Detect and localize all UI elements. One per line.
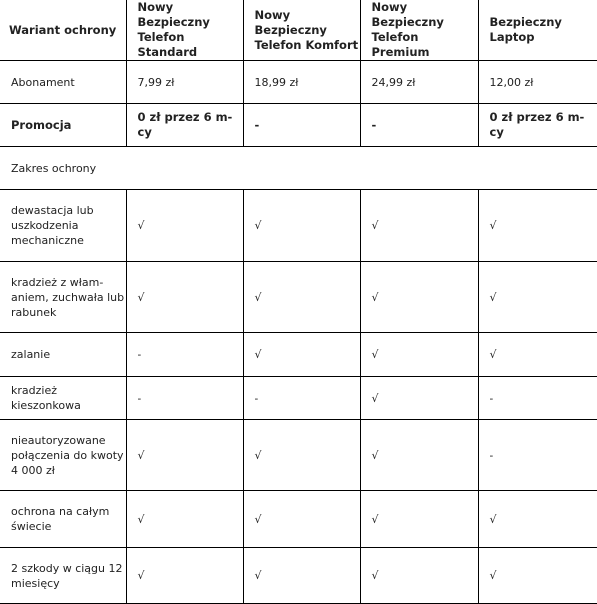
promocja-value-laptop: 0 zł przez 6 m-cy xyxy=(478,104,597,147)
coverage-mark-standard: √ xyxy=(126,190,243,262)
coverage-mark-komfort: √ xyxy=(243,491,360,548)
promocja-label: Promocja xyxy=(0,104,126,147)
coverage-mark-laptop: - xyxy=(478,420,597,491)
coverage-label: nieautoryzowane połączenia do kwoty 4 000 zł xyxy=(0,420,126,491)
coverage-row xyxy=(0,333,597,377)
coverage-mark-komfort: √ xyxy=(243,420,360,491)
coverage-label: dewastacja lub uszkodzenia mechaniczne xyxy=(0,190,126,262)
coverage-mark-standard: √ xyxy=(126,262,243,333)
plan-header-laptop: Bezpieczny Laptop xyxy=(478,0,597,61)
coverage-mark-komfort: √ xyxy=(243,333,360,377)
coverage-mark-laptop: √ xyxy=(478,333,597,377)
coverage-mark-laptop: √ xyxy=(478,491,597,548)
variant-header: Wariant ochrony xyxy=(0,0,126,61)
coverage-mark-komfort: √ xyxy=(243,190,360,262)
coverage-mark-komfort: √ xyxy=(243,548,360,604)
coverage-mark-standard: √ xyxy=(126,548,243,604)
coverage-mark-laptop: - xyxy=(478,377,597,420)
coverage-mark-premium: √ xyxy=(360,262,478,333)
coverage-mark-laptop: √ xyxy=(478,262,597,333)
coverage-row xyxy=(0,377,597,420)
coverage-mark-laptop: √ xyxy=(478,190,597,262)
coverage-row xyxy=(0,491,597,548)
coverage-label: kradzież z włam-aniem, zuchwała lub rabunek xyxy=(0,262,126,333)
abonament-row xyxy=(0,61,597,104)
abonament-value-standard: 7,99 zł xyxy=(126,61,243,104)
coverage-row xyxy=(0,190,597,262)
coverage-mark-standard: - xyxy=(126,333,243,377)
coverage-row xyxy=(0,262,597,333)
abonament-value-komfort: 18,99 zł xyxy=(243,61,360,104)
coverage-mark-standard: √ xyxy=(126,420,243,491)
header-row xyxy=(0,0,597,61)
coverage-label: zalanie xyxy=(0,333,126,377)
promocja-value-komfort: - xyxy=(243,104,360,147)
coverage-mark-premium: √ xyxy=(360,377,478,420)
abonament-label: Abonament xyxy=(0,61,126,104)
plan-header-standard: Nowy Bezpieczny Telefon Standard xyxy=(126,0,243,61)
coverage-row xyxy=(0,420,597,491)
abonament-value-laptop: 12,00 zł xyxy=(478,61,597,104)
section-row xyxy=(0,147,597,190)
section-title: Zakres ochrony xyxy=(0,147,597,190)
coverage-label: ochrona na całym świecie xyxy=(0,491,126,548)
promocja-value-premium: - xyxy=(360,104,478,147)
abonament-value-premium: 24,99 zł xyxy=(360,61,478,104)
coverage-row xyxy=(0,548,597,604)
coverage-label: kradzież kieszonkowa xyxy=(0,377,126,420)
coverage-mark-standard: √ xyxy=(126,491,243,548)
coverage-mark-laptop: √ xyxy=(478,548,597,604)
promocja-value-standard: 0 zł przez 6 m-cy xyxy=(126,104,243,147)
promocja-row xyxy=(0,104,597,147)
coverage-mark-komfort: √ xyxy=(243,262,360,333)
coverage-mark-premium: √ xyxy=(360,333,478,377)
plan-header-premium: Nowy Bezpieczny Telefon Premium xyxy=(360,0,478,61)
coverage-mark-premium: √ xyxy=(360,420,478,491)
coverage-mark-premium: √ xyxy=(360,190,478,262)
coverage-mark-premium: √ xyxy=(360,491,478,548)
coverage-mark-premium: √ xyxy=(360,548,478,604)
coverage-label: 2 szkody w ciągu 12 miesięcy xyxy=(0,548,126,604)
coverage-mark-standard: - xyxy=(126,377,243,420)
coverage-mark-komfort: - xyxy=(243,377,360,420)
plan-header-komfort: Nowy Bezpieczny Telefon Komfort xyxy=(243,0,360,61)
